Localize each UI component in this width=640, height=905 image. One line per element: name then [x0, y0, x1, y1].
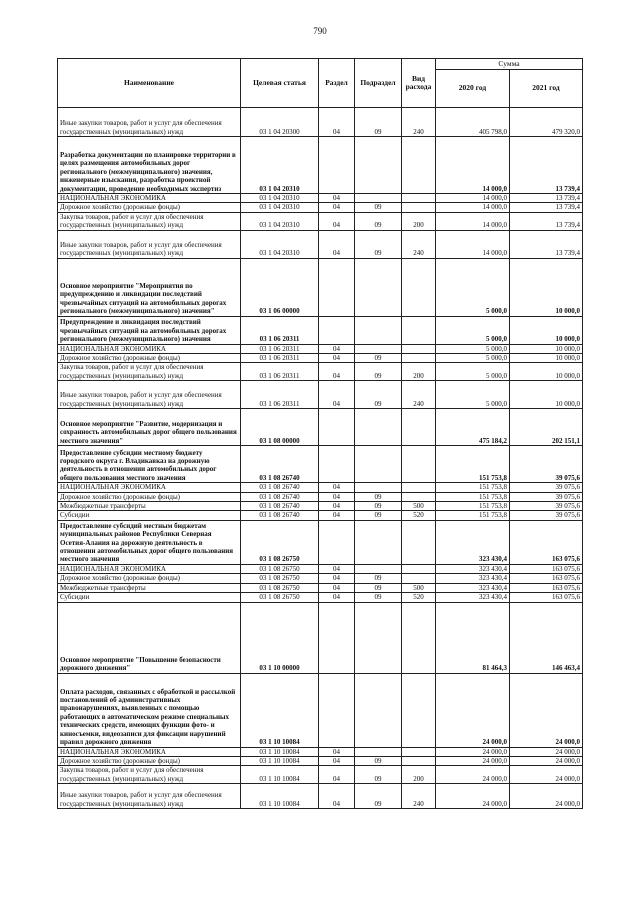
row-expense-type: 500	[402, 502, 436, 511]
table-row	[58, 258, 583, 316]
row-name: Основное мероприятие "Развитие, модернизация и сохранность автомобильных дорог общего пользования местного значения"	[58, 409, 241, 446]
row-sum-2021: 10 000,0	[510, 258, 583, 316]
row-name: Основное мероприятие "Повышение безопасности дорожного движения"	[58, 602, 241, 673]
row-sum-2020: 14 000,0	[436, 230, 510, 258]
row-sum-2020: 81 464,3	[436, 602, 510, 673]
row-sum-2021: 13 739,4	[510, 212, 583, 230]
header-name: Наименование	[58, 59, 241, 108]
row-name: Субсидии	[58, 593, 241, 602]
row-subsection: 09	[355, 108, 402, 137]
row-section: 04	[319, 230, 355, 258]
row-name: Иные закупки товаров, работ и услуг для обеспечения государственных (муниципальных) нужд	[58, 108, 241, 137]
budget-table	[57, 58, 583, 809]
row-expense-type: 500	[402, 583, 436, 592]
row-expense-type: 520	[402, 511, 436, 520]
row-name: Основное мероприятие "Мероприятия по предупреждению и ликвидации последствий чрезвычайных ситуаций на автомобильных дорогах регионального (межмуниципального) значения"	[58, 258, 241, 316]
table-row	[58, 492, 583, 501]
row-section: 04	[319, 194, 355, 203]
row-sum-2020: 323 430,4	[436, 520, 510, 564]
table-row	[58, 212, 583, 230]
row-sum-2021: 10 000,0	[510, 363, 583, 381]
row-sum-2020: 151 753,8	[436, 492, 510, 501]
row-sum-2021: 10 000,0	[510, 344, 583, 353]
row-sum-2020: 24 000,0	[436, 673, 510, 747]
row-sum-2020: 24 000,0	[436, 766, 510, 784]
row-subsection: 09	[355, 511, 402, 520]
row-expense-type	[402, 258, 436, 316]
row-section: 04	[319, 344, 355, 353]
row-sum-2021: 13 739,4	[510, 230, 583, 258]
row-target: 03 1 08 26740	[241, 446, 319, 483]
row-expense-type	[402, 574, 436, 583]
row-name: НАЦИОНАЛЬНАЯ ЭКОНОМИКА	[58, 483, 241, 492]
row-expense-type	[402, 354, 436, 363]
table-row	[58, 756, 583, 765]
table-row	[58, 511, 583, 520]
table-row	[58, 784, 583, 809]
row-subsection	[355, 602, 402, 673]
row-subsection	[355, 409, 402, 446]
row-name: Закупка товаров, работ и услуг для обеспечения государственных (муниципальных) нужд	[58, 766, 241, 784]
row-sum-2020: 5 000,0	[436, 344, 510, 353]
row-section: 04	[319, 212, 355, 230]
row-sum-2021: 13 739,4	[510, 203, 583, 212]
row-sum-2020: 151 753,8	[436, 511, 510, 520]
row-subsection	[355, 446, 402, 483]
row-expense-type: 200	[402, 363, 436, 381]
row-sum-2021: 24 000,0	[510, 784, 583, 809]
row-name: НАЦИОНАЛЬНАЯ ЭКОНОМИКА	[58, 194, 241, 203]
header-target: Целевая статья	[241, 59, 319, 108]
header-expense-type: Вид расхода	[402, 59, 436, 108]
row-section	[319, 258, 355, 316]
table-row	[58, 230, 583, 258]
row-sum-2020: 5 000,0	[436, 258, 510, 316]
row-sum-2021: 163 075,6	[510, 593, 583, 602]
row-sum-2021: 39 075,6	[510, 502, 583, 511]
row-sum-2021: 24 000,0	[510, 756, 583, 765]
table-row	[58, 316, 583, 344]
table-row	[58, 673, 583, 747]
row-expense-type	[402, 137, 436, 194]
row-sum-2021: 39 075,6	[510, 511, 583, 520]
row-subsection	[355, 673, 402, 747]
row-sum-2021: 24 000,0	[510, 747, 583, 756]
row-section: 04	[319, 108, 355, 137]
row-subsection: 09	[355, 784, 402, 809]
row-expense-type	[402, 409, 436, 446]
row-target: 03 1 10 10084	[241, 784, 319, 809]
row-section	[319, 446, 355, 483]
row-section: 04	[319, 381, 355, 409]
table-row	[58, 409, 583, 446]
row-name: НАЦИОНАЛЬНАЯ ЭКОНОМИКА	[58, 747, 241, 756]
row-target: 03 1 06 20311	[241, 381, 319, 409]
row-expense-type	[402, 446, 436, 483]
row-name: Межбюджетные трансферты	[58, 502, 241, 511]
header-2020: 2020 год	[436, 70, 510, 108]
row-sum-2021: 13 739,4	[510, 137, 583, 194]
row-subsection: 09	[355, 203, 402, 212]
row-sum-2020: 475 184,2	[436, 409, 510, 446]
table-row	[58, 194, 583, 203]
row-sum-2020: 14 000,0	[436, 194, 510, 203]
row-section: 04	[319, 502, 355, 511]
row-section: 04	[319, 766, 355, 784]
row-target: 03 1 04 20310	[241, 203, 319, 212]
row-expense-type	[402, 520, 436, 564]
row-expense-type: 520	[402, 593, 436, 602]
row-subsection: 09	[355, 766, 402, 784]
table-row	[58, 344, 583, 353]
table-row	[58, 602, 583, 673]
row-sum-2020: 405 798,0	[436, 108, 510, 137]
row-section: 04	[319, 756, 355, 765]
table-row	[58, 363, 583, 381]
header-2021: 2021 год	[510, 70, 583, 108]
row-subsection	[355, 194, 402, 203]
row-name: Предоставление субсидии местному бюджету городского округа г. Владикавказ на дорожную деятельность в отношении автомобильных дорог общего пользования местного значения	[58, 446, 241, 483]
row-target: 03 1 04 20310	[241, 212, 319, 230]
row-section: 04	[319, 747, 355, 756]
row-sum-2021: 39 075,6	[510, 446, 583, 483]
row-name: Разработка документации по планировке территории в целях размещения автомобильных дорог регионального (межмуниципального) значения, инженерные изыскания, разработка проектной документации, проведение необходимых экспертиз	[58, 137, 241, 194]
row-subsection: 09	[355, 583, 402, 592]
row-target: 03 1 08 26750	[241, 593, 319, 602]
row-subsection	[355, 747, 402, 756]
row-name: Оплата расходов, связанных с обработкой и рассылкой постановлений об административных правонарушениях, выявленных с помощью работающих в автоматическом режиме специальных технических средств, имеющих функции фото- и киносъемки, видеозаписи для фиксации нарушений правил дорожного движения	[58, 673, 241, 747]
row-sum-2020: 14 000,0	[436, 212, 510, 230]
table-row	[58, 137, 583, 194]
row-subsection: 09	[355, 574, 402, 583]
row-expense-type: 240	[402, 108, 436, 137]
row-expense-type: 240	[402, 381, 436, 409]
header-sum: Сумма	[436, 59, 583, 70]
row-target: 03 1 10 10084	[241, 747, 319, 756]
row-name: Предупреждение и ликвидация последствий чрезвычайных ситуаций на автомобильных дорогах регионального (межмуниципального) значения	[58, 316, 241, 344]
row-section: 04	[319, 203, 355, 212]
row-target: 03 1 08 26750	[241, 574, 319, 583]
row-sum-2021: 39 075,6	[510, 483, 583, 492]
row-section	[319, 137, 355, 194]
row-subsection	[355, 344, 402, 353]
row-subsection	[355, 258, 402, 316]
row-sum-2020: 14 000,0	[436, 203, 510, 212]
table-row	[58, 446, 583, 483]
row-target: 03 1 06 20311	[241, 363, 319, 381]
row-name: Дорожное хозяйство (дорожные фонды)	[58, 354, 241, 363]
row-section: 04	[319, 784, 355, 809]
row-sum-2021: 163 075,6	[510, 564, 583, 573]
row-sum-2020: 323 430,4	[436, 593, 510, 602]
row-expense-type	[402, 602, 436, 673]
row-name: Иные закупки товаров, работ и услуг для обеспечения государственных (муниципальных) нужд	[58, 784, 241, 809]
row-name: НАЦИОНАЛЬНАЯ ЭКОНОМИКА	[58, 344, 241, 353]
table-row	[58, 747, 583, 756]
row-name: Дорожное хозяйство (дорожные фонды)	[58, 492, 241, 501]
row-expense-type	[402, 316, 436, 344]
row-name: Иные закупки товаров, работ и услуг для обеспечения государственных (муниципальных) нужд	[58, 230, 241, 258]
row-target: 03 1 08 26750	[241, 564, 319, 573]
row-name: Дорожное хозяйство (дорожные фонды)	[58, 756, 241, 765]
row-expense-type	[402, 203, 436, 212]
row-sum-2020: 151 753,8	[436, 502, 510, 511]
page-number: 790	[313, 26, 327, 36]
row-name: Дорожное хозяйство (дорожные фонды)	[58, 203, 241, 212]
row-section: 04	[319, 483, 355, 492]
row-section	[319, 520, 355, 564]
row-sum-2020: 24 000,0	[436, 747, 510, 756]
table-row	[58, 583, 583, 592]
row-expense-type	[402, 492, 436, 501]
table-row	[58, 564, 583, 573]
row-expense-type	[402, 756, 436, 765]
row-section: 04	[319, 363, 355, 381]
row-subsection: 09	[355, 230, 402, 258]
row-expense-type: 240	[402, 230, 436, 258]
row-target: 03 1 06 20311	[241, 344, 319, 353]
row-target: 03 1 04 20310	[241, 230, 319, 258]
row-sum-2021: 13 739,4	[510, 194, 583, 203]
row-target: 03 1 08 26740	[241, 492, 319, 501]
row-sum-2020: 14 000,0	[436, 137, 510, 194]
row-section: 04	[319, 574, 355, 583]
row-subsection: 09	[355, 212, 402, 230]
row-section: 04	[319, 583, 355, 592]
table-row	[58, 108, 583, 137]
row-expense-type	[402, 483, 436, 492]
row-sum-2020: 323 430,4	[436, 583, 510, 592]
row-target: 03 1 08 00000	[241, 409, 319, 446]
row-subsection	[355, 520, 402, 564]
row-target: 03 1 08 26740	[241, 483, 319, 492]
row-sum-2020: 151 753,8	[436, 446, 510, 483]
row-section	[319, 673, 355, 747]
row-target: 03 1 04 20300	[241, 108, 319, 137]
row-name: Дорожное хозяйство (дорожные фонды)	[58, 574, 241, 583]
row-subsection: 09	[355, 492, 402, 501]
row-name: Межбюджетные трансферты	[58, 583, 241, 592]
row-section: 04	[319, 564, 355, 573]
row-sum-2021: 163 075,6	[510, 583, 583, 592]
header-subsection: Подраздел	[355, 59, 402, 108]
row-target: 03 1 06 20311	[241, 354, 319, 363]
row-target: 03 1 04 20310	[241, 137, 319, 194]
row-target: 03 1 10 00000	[241, 602, 319, 673]
row-subsection: 09	[355, 593, 402, 602]
row-expense-type: 240	[402, 784, 436, 809]
row-sum-2020: 323 430,4	[436, 564, 510, 573]
row-target: 03 1 10 10084	[241, 766, 319, 784]
row-sum-2021: 202 151,1	[510, 409, 583, 446]
row-subsection: 09	[355, 381, 402, 409]
row-expense-type	[402, 194, 436, 203]
row-target: 03 1 06 20311	[241, 316, 319, 344]
row-sum-2021: 24 000,0	[510, 766, 583, 784]
header-section: Раздел	[319, 59, 355, 108]
row-name: Субсидии	[58, 511, 241, 520]
table-row	[58, 574, 583, 583]
row-sum-2021: 146 463,4	[510, 602, 583, 673]
row-expense-type: 200	[402, 766, 436, 784]
row-sum-2020: 151 753,8	[436, 483, 510, 492]
row-sum-2021: 479 320,0	[510, 108, 583, 137]
row-sum-2021: 163 075,6	[510, 574, 583, 583]
row-target: 03 1 08 26740	[241, 502, 319, 511]
row-sum-2021: 39 075,6	[510, 492, 583, 501]
row-section	[319, 602, 355, 673]
row-name: Предоставление субсидий местным бюджетам муниципальных районов Республики Северная Осетия-Алания на дорожную деятельность в отношении автомобильных дорог общего пользования местного значения	[58, 520, 241, 564]
row-subsection	[355, 564, 402, 573]
row-section: 04	[319, 492, 355, 501]
table-row	[58, 381, 583, 409]
row-section: 04	[319, 593, 355, 602]
row-subsection	[355, 483, 402, 492]
table-row	[58, 483, 583, 492]
row-target: 03 1 08 26750	[241, 520, 319, 564]
row-sum-2021: 10 000,0	[510, 354, 583, 363]
table-row	[58, 766, 583, 784]
row-subsection	[355, 316, 402, 344]
row-target: 03 1 10 10084	[241, 673, 319, 747]
row-subsection: 09	[355, 363, 402, 381]
row-target: 03 1 04 20310	[241, 194, 319, 203]
row-target: 03 1 08 26750	[241, 583, 319, 592]
row-sum-2021: 10 000,0	[510, 381, 583, 409]
row-subsection: 09	[355, 354, 402, 363]
row-sum-2021: 163 075,6	[510, 520, 583, 564]
row-target: 03 1 08 26740	[241, 511, 319, 520]
row-expense-type	[402, 344, 436, 353]
row-expense-type	[402, 564, 436, 573]
row-target: 03 1 10 10084	[241, 756, 319, 765]
row-expense-type	[402, 747, 436, 756]
table-row	[58, 502, 583, 511]
row-sum-2020: 323 430,4	[436, 574, 510, 583]
row-subsection	[355, 137, 402, 194]
row-name: Закупка товаров, работ и услуг для обеспечения государственных (муниципальных) нужд	[58, 212, 241, 230]
row-subsection: 09	[355, 502, 402, 511]
row-section	[319, 316, 355, 344]
table-row	[58, 203, 583, 212]
table-row	[58, 354, 583, 363]
row-sum-2020: 5 000,0	[436, 381, 510, 409]
row-name: Закупка товаров, работ и услуг для обеспечения государственных (муниципальных) нужд	[58, 363, 241, 381]
row-section: 04	[319, 511, 355, 520]
table-row	[58, 520, 583, 564]
row-sum-2020: 24 000,0	[436, 784, 510, 809]
row-section	[319, 409, 355, 446]
row-sum-2020: 24 000,0	[436, 756, 510, 765]
row-sum-2021: 10 000,0	[510, 316, 583, 344]
row-sum-2021: 24 000,0	[510, 673, 583, 747]
table-row	[58, 593, 583, 602]
row-sum-2020: 5 000,0	[436, 316, 510, 344]
row-sum-2020: 5 000,0	[436, 363, 510, 381]
row-name: Иные закупки товаров, работ и услуг для обеспечения государственных (муниципальных) нужд	[58, 381, 241, 409]
row-sum-2020: 5 000,0	[436, 354, 510, 363]
row-expense-type	[402, 673, 436, 747]
row-subsection: 09	[355, 756, 402, 765]
row-section: 04	[319, 354, 355, 363]
row-expense-type: 200	[402, 212, 436, 230]
row-name: НАЦИОНАЛЬНАЯ ЭКОНОМИКА	[58, 564, 241, 573]
row-target: 03 1 06 00000	[241, 258, 319, 316]
